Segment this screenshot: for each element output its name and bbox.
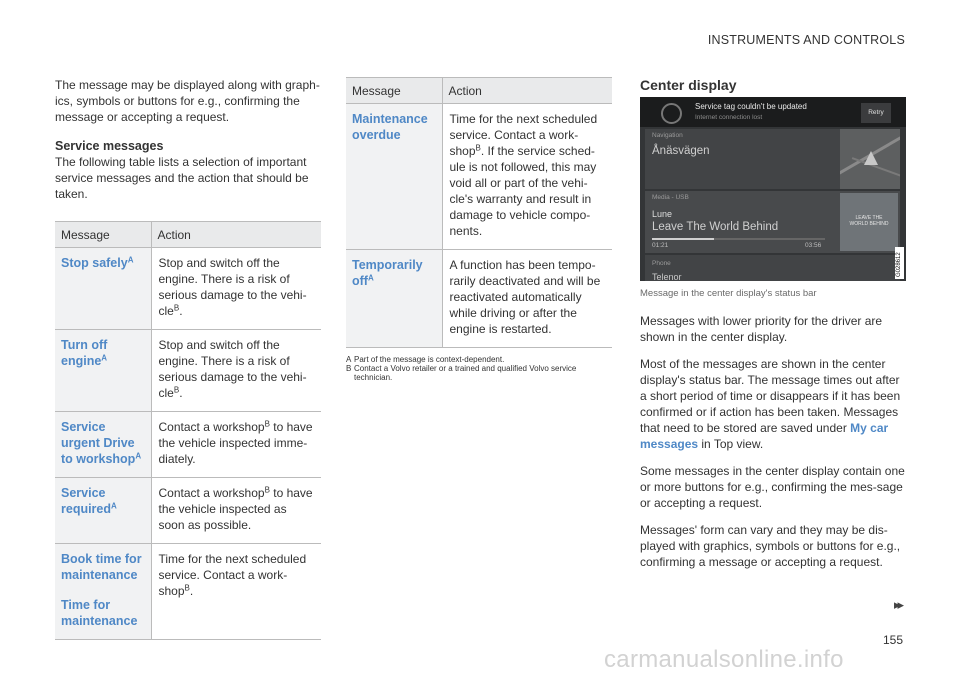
action-text: Time for the next scheduled service. Contact a work-shop xyxy=(158,552,307,598)
footnote-b xyxy=(346,364,612,382)
table-header-row xyxy=(346,78,612,104)
watermark: carmanualsonline.info xyxy=(604,646,844,673)
media-artist: Lune xyxy=(652,209,673,219)
image-code: G028612 xyxy=(896,252,902,277)
message-text: Book time for maintenance xyxy=(61,552,142,582)
media-time-total: 03:56 xyxy=(805,242,822,249)
footnote-a-text: Part of the message is context-dependent. xyxy=(354,355,505,364)
table-row xyxy=(55,330,321,412)
center-display-image xyxy=(640,97,906,281)
table-row xyxy=(55,248,321,330)
table-row xyxy=(55,412,321,478)
message-cell xyxy=(55,478,151,544)
action-text: Time for the next scheduled service. Contact a work-shop xyxy=(449,112,598,158)
message-text-alt: Time for maintenance xyxy=(61,598,138,628)
message-cell xyxy=(346,104,442,250)
column-middle xyxy=(346,77,612,382)
phone-tile xyxy=(645,255,900,281)
action-tail: to have the vehicle inspected as soon as possible. xyxy=(158,486,313,532)
action-tail: . If the service sched-ule is not followed, this may void all or part of the vehi-cle's warranty and result in damage to vehicle compo-nents. xyxy=(449,144,597,238)
footnote-ref: A xyxy=(367,273,374,283)
action-text: Contact a workshop xyxy=(158,486,265,500)
section-header: INSTRUMENTS AND CONTROLS xyxy=(707,33,905,47)
footnote-ref: A xyxy=(101,353,108,363)
center-paragraph-4: Messages' form can vary and they may be dis-played with graphics, symbols or buttons for e.g., confirming a message or accepting a request. xyxy=(640,523,901,569)
action-cell xyxy=(151,248,321,330)
album-art-text: LEAVE THE WORLD BEHIND xyxy=(849,215,889,227)
action-cell xyxy=(442,250,612,348)
image-caption: Message in the center display's status bar xyxy=(640,288,817,299)
action-cell xyxy=(151,412,321,478)
footnote-ref: B xyxy=(264,419,270,429)
retry-button: Retry xyxy=(861,103,891,123)
status-bar-subtitle: Internet connection lost xyxy=(695,114,763,121)
footnote-ref: A xyxy=(135,451,142,461)
footnote-b-mark: B xyxy=(346,364,352,373)
table-row xyxy=(55,478,321,544)
center-paragraph-3: Some messages in the center display contain one or more buttons for e.g., confirming the mes-sage or accepting a request. xyxy=(640,464,905,510)
table-row xyxy=(55,544,321,640)
service-messages-table xyxy=(55,221,321,640)
message-text: Service urgent Drive to workshop xyxy=(61,420,136,466)
media-progress-fill xyxy=(652,238,714,240)
message-text: Stop safely xyxy=(61,256,128,270)
table-header-action: Action xyxy=(442,78,612,104)
next-page-arrow-icon: ▸▸ xyxy=(894,597,902,612)
footnote-ref: B xyxy=(173,385,180,395)
center-display-heading: Center display xyxy=(640,77,737,93)
center-paragraph-1: Messages with lower priority for the driver are shown in the center display. xyxy=(640,314,883,344)
action-tail: . xyxy=(179,304,183,318)
action-text: Contact a workshop xyxy=(158,420,265,434)
footnote-a-mark: A xyxy=(346,355,352,364)
message-cell xyxy=(346,250,442,348)
service-messages-heading: Service messages xyxy=(55,139,164,153)
footnote-ref: A xyxy=(127,255,134,265)
action-text: Stop and switch off the engine. There is a risk of serious damage to the vehi-cle xyxy=(158,256,307,318)
media-track: Leave The World Behind xyxy=(652,221,779,233)
footnote-ref: B xyxy=(184,583,190,593)
action-cell xyxy=(151,544,321,640)
phone-carrier: Telenor xyxy=(652,272,682,281)
loading-ring-icon xyxy=(661,103,682,124)
phone-label: Phone xyxy=(652,260,671,267)
message-cell xyxy=(55,412,151,478)
center-paragraph-2-text: Most of the messages are shown in the center display's status bar. The message times out after a short period of time or disappears if it has been confirmed or if action has been taken. Messages that need to be stored are saved under xyxy=(640,357,901,435)
action-cell xyxy=(151,330,321,412)
footnote-ref: B xyxy=(264,485,270,495)
media-progress-track xyxy=(652,238,825,240)
footnote-ref: A xyxy=(111,501,117,511)
center-paragraph-2-tail: in Top view. xyxy=(698,437,764,451)
center-paragraph-2 xyxy=(640,356,906,452)
message-cell xyxy=(55,544,151,640)
media-time-elapsed: 01:21 xyxy=(652,242,669,249)
message-text: Temporarily off xyxy=(352,258,423,288)
status-bar-title: Service tag couldn't be updated xyxy=(695,102,807,111)
action-text: A function has been tempo-rarily deactivated and will be reactivated automatically while driving or after the engine is restarted. xyxy=(449,258,601,336)
footnote-a xyxy=(346,355,612,364)
action-text: Stop and switch off the engine. There is a risk of serious damage to the vehi-cle xyxy=(158,338,307,400)
navigation-label: Navigation xyxy=(652,132,683,139)
image-code-tag xyxy=(895,247,904,279)
table-row xyxy=(346,104,612,250)
table-header-message: Message xyxy=(55,222,151,248)
intro-paragraph: The message may be displayed along with graph-ics, symbols or buttons for e.g., confirming the message or accepting a request. xyxy=(55,78,320,124)
action-tail: . xyxy=(189,584,194,598)
page-number: 155 xyxy=(883,633,904,647)
service-messages-desc: The following table lists a selection of important service messages and the action that should be taken. xyxy=(55,155,309,201)
action-cell xyxy=(442,104,612,250)
table-header-action: Action xyxy=(151,222,321,248)
navigation-arrow-icon xyxy=(864,151,878,165)
footnote-b-text: Contact a Volvo retailer or a trained and qualified Volvo service technician. xyxy=(354,364,577,382)
message-text: Service required xyxy=(61,486,112,516)
message-cell xyxy=(55,330,151,412)
footnotes xyxy=(346,355,612,382)
table-row xyxy=(346,250,612,348)
action-cell xyxy=(151,478,321,544)
my-car-messages-link[interactable]: My car messages xyxy=(640,421,889,451)
message-text: Maintenance overdue xyxy=(352,112,428,142)
media-label: Media - USB xyxy=(652,194,689,201)
map-thumbnail xyxy=(840,129,900,189)
navigation-destination: Ånäsvägen xyxy=(652,145,710,157)
table-header-row xyxy=(55,222,321,248)
action-tail: . xyxy=(179,386,183,400)
action-tail: to have the vehicle inspected imme-diately. xyxy=(158,420,313,466)
footnote-ref: B xyxy=(173,303,180,313)
service-messages-table-continued xyxy=(346,77,612,348)
message-text: Turn off engine xyxy=(61,338,108,368)
column-left xyxy=(55,77,321,640)
footnote-ref: B xyxy=(475,143,481,153)
table-header-message: Message xyxy=(346,78,442,104)
column-right xyxy=(640,77,906,570)
message-cell xyxy=(55,248,151,330)
